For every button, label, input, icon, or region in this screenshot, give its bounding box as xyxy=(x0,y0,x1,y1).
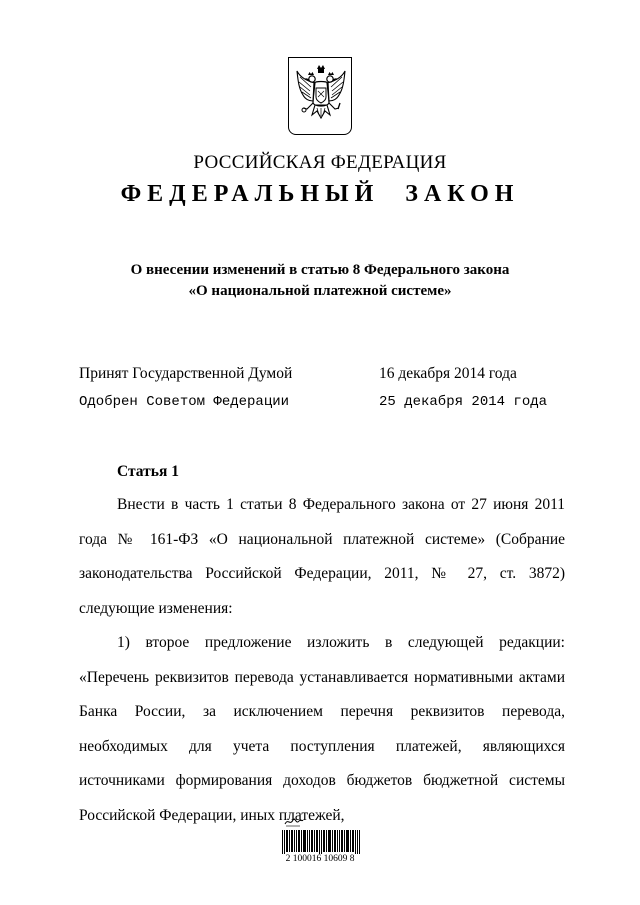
article-body xyxy=(79,488,565,833)
article-paragraph: Внести в часть 1 статьи 8 Федерального закона от 27 июня 2011 года № 161-ФЗ «О национальной платежной системе» (Собрание законодательства Российской Федерации, 2011, № 27, ст. 3872) следующие изменения: xyxy=(79,496,565,617)
barcode-number: 2 100016 10609 8 xyxy=(285,854,355,864)
article-paragraph: 1) второе предложение изложить в следующей редакции: «Перечень реквизитов перевода устанавливается нормативными актами Банка России, за исключением перечня реквизитов перевода, необходимых для учета поступления платежей, являющихся источниками формирования доходов бюджетов бюджетной системы Российской Федерации, иных платежей, xyxy=(79,634,565,824)
adoption-label: Одобрен Советом Федерации xyxy=(79,394,290,410)
adoption-label: Принят Государственной Думой xyxy=(79,365,293,382)
law-title-line: «О национальной платежной системе» xyxy=(188,283,452,299)
adoption-date: 25 декабря 2014 года xyxy=(379,394,548,410)
law-type-heading: ФЕДЕРАЛЬНЫЙ ЗАКОН xyxy=(120,181,520,207)
law-title-line: О внесении изменений в статью 8 Федерального закона xyxy=(130,262,510,278)
country-name: РОССИЙСКАЯ ФЕДЕРАЦИЯ xyxy=(193,152,447,173)
barcode-block xyxy=(272,814,368,874)
law-title xyxy=(0,260,640,302)
adoption-date: 16 декабря 2014 года xyxy=(379,365,517,382)
article-heading: Статья 1 xyxy=(117,463,179,480)
barcode-icon xyxy=(282,830,360,854)
coat-of-arms-icon xyxy=(288,57,352,135)
signature-icon xyxy=(284,814,304,828)
